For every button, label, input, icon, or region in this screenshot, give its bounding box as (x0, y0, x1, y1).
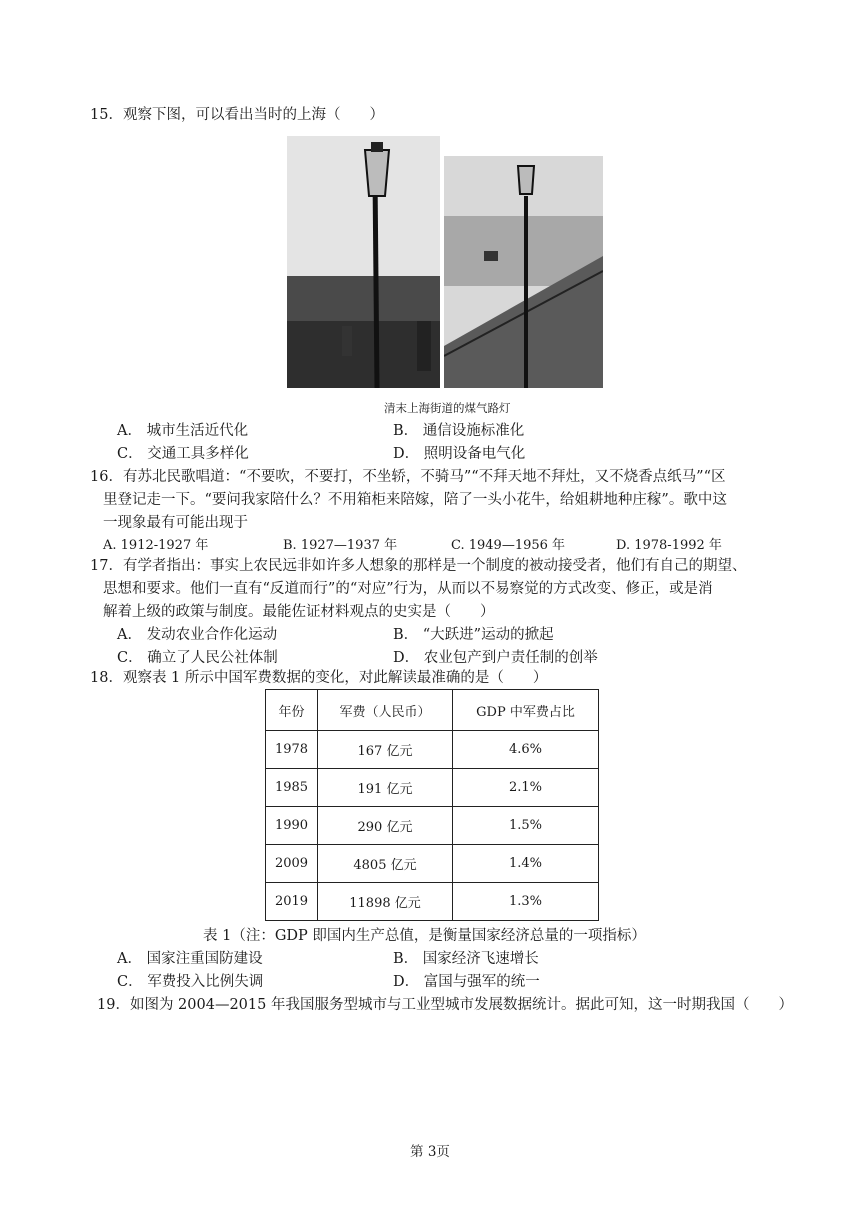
q18-option-c: C． 军费投入比例失调 (117, 974, 264, 990)
table-row (266, 731, 599, 769)
q16-line-2: 里登记走一下。“要问我家陪什么？不用箱柜来陪嫁，陪了一头小花牛，给姐耕地种庄稼”。歌中这 (103, 492, 727, 508)
table-row (266, 769, 599, 807)
q16-line-3: 一现象最有可能出现于 (103, 515, 248, 531)
gas-lamp-photo-right (444, 156, 603, 388)
cell-year: 1990 (266, 807, 318, 845)
table-row (266, 845, 599, 883)
q15-option-c: C． 交通工具多样化 (117, 446, 249, 462)
table-note: 表 1（注：GDP 即国内生产总值，是衡量国家经济总量的一项指标） (203, 928, 646, 944)
q18-stem: 18．观察表 1 所示中国军费数据的变化，对此解读最准确的是（ ） (90, 670, 548, 686)
q17-line-1: 17．有学者指出：事实上农民远非如许多人想象的那样是一个制度的被动接受者，他们有自己的期望、 (90, 558, 747, 574)
river-bridge-image (444, 156, 603, 388)
q16-line-1: 16．有苏北民歌唱道：“不要吹，不要打，不坐轿，不骑马”“不拜天地不拜灶，又不烧香点纸马”“区 (90, 469, 726, 485)
page-number: 第 3页 (410, 1144, 450, 1160)
cell-gdp-share: 4.6% (453, 731, 599, 769)
q17-option-c: C． 确立了人民公社体制 (117, 650, 278, 666)
cell-spending: 4805 亿元 (318, 845, 453, 883)
cell-gdp-share: 1.4% (453, 845, 599, 883)
cell-gdp-share: 1.3% (453, 883, 599, 921)
cell-gdp-share: 1.5% (453, 807, 599, 845)
q17-line-2: 思想和要求。他们一直有“反道而行”的“对应”行为，从而以不易察觉的方式改变、修正，或是消 (103, 581, 713, 597)
cell-year: 2009 (266, 845, 318, 883)
q18-option-b: B． 国家经济飞速增长 (393, 951, 539, 967)
cell-year: 1985 (266, 769, 318, 807)
q16-option-a: A. 1912-1927 年 (103, 538, 209, 553)
q17-option-b: B． “大跃进”运动的掀起 (393, 627, 554, 643)
gas-lamp-photo-left (287, 136, 440, 388)
lamp-street-image (287, 136, 440, 388)
q15-option-a: A． 城市生活近代化 (117, 423, 249, 439)
table-header-row (266, 690, 599, 731)
cell-year: 2019 (266, 883, 318, 921)
table-row (266, 807, 599, 845)
q16-option-c: C. 1949—1956 年 (451, 538, 566, 553)
header-gdp-share: GDP 中军费占比 (453, 690, 599, 731)
q17-line-3: 解着上级的政策与制度。最能佐证材料观点的史实是（ ） (103, 604, 495, 620)
q18-option-a: A． 国家注重国防建设 (117, 951, 263, 967)
q17-option-d: D． 农业包产到户责任制的创举 (393, 650, 598, 666)
cell-gdp-share: 2.1% (453, 769, 599, 807)
q18-option-d: D． 富国与强军的统一 (393, 974, 540, 990)
q15-option-d: D． 照明设备电气化 (393, 446, 526, 462)
cell-spending: 290 亿元 (318, 807, 453, 845)
table-row (266, 883, 599, 921)
q15-stem: 15．观察下图，可以看出当时的上海（ ） (90, 107, 384, 123)
q16-option-d: D. 1978-1992 年 (616, 538, 722, 553)
q16-option-b: B. 1927—1937 年 (283, 538, 398, 553)
header-year: 年份 (266, 690, 318, 731)
header-spending: 军费（人民币） (318, 690, 453, 731)
q17-option-a: A． 发动农业合作化运动 (117, 627, 278, 643)
photo-caption: 清末上海街道的煤气路灯 (384, 401, 511, 415)
cell-year: 1978 (266, 731, 318, 769)
military-spending-table (265, 689, 599, 921)
q15-option-b: B． 通信设施标准化 (393, 423, 525, 439)
cell-spending: 191 亿元 (318, 769, 453, 807)
cell-spending: 11898 亿元 (318, 883, 453, 921)
q19-stem: 19．如图为 2004—2015 年我国服务型城市与工业型城市发展数据统计。据此可知，这一时期我国（ ） (97, 997, 793, 1013)
cell-spending: 167 亿元 (318, 731, 453, 769)
